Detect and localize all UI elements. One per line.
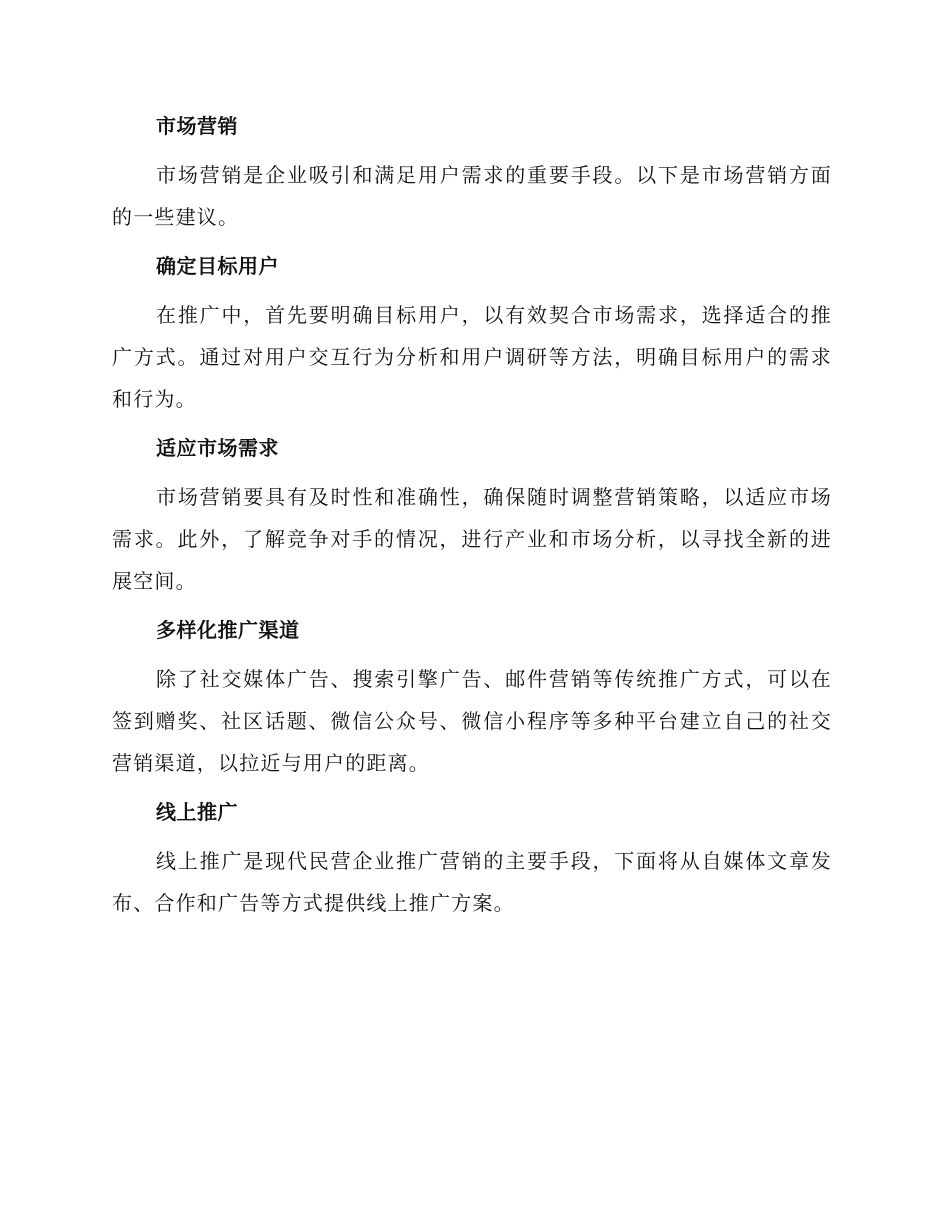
- section-heading: 线上推广: [156, 800, 238, 824]
- section-target-users: [112, 244, 832, 420]
- section-heading: 适应市场需求: [156, 436, 279, 460]
- section-online-promotion: [112, 790, 832, 924]
- section-paragraph: 在推广中，首先要明确目标用户，以有效契合市场需求，选择适合的推广方式。通过对用户交互行为分析和用户调研等方法，明确目标用户的需求和行为。: [112, 303, 832, 411]
- section-heading: 确定目标用户: [156, 254, 279, 278]
- document-content: [112, 104, 832, 930]
- section-paragraph: 市场营销是企业吸引和满足用户需求的重要手段。以下是市场营销方面的一些建议。: [112, 163, 832, 229]
- section-paragraph: 线上推广是现代民营企业推广营销的主要手段，下面将从自媒体文章发布、合作和广告等方式提供线上推广方案。: [112, 849, 832, 915]
- section-paragraph: 除了社交媒体广告、搜索引擎广告、邮件营销等传统推广方式，可以在签到赠奖、社区话题、微信公众号、微信小程序等多种平台建立自己的社交营销渠道，以拉近与用户的距离。: [112, 667, 832, 775]
- section-paragraph: 市场营销要具有及时性和准确性，确保随时调整营销策略，以适应市场需求。此外，了解竞争对手的情况，进行产业和市场分析，以寻找全新的进展空间。: [112, 485, 832, 593]
- section-heading: 市场营销: [156, 114, 238, 138]
- section-marketing: [112, 104, 832, 238]
- section-heading: 多样化推广渠道: [156, 618, 300, 642]
- section-market-demand: [112, 426, 832, 602]
- section-diverse-channels: [112, 608, 832, 784]
